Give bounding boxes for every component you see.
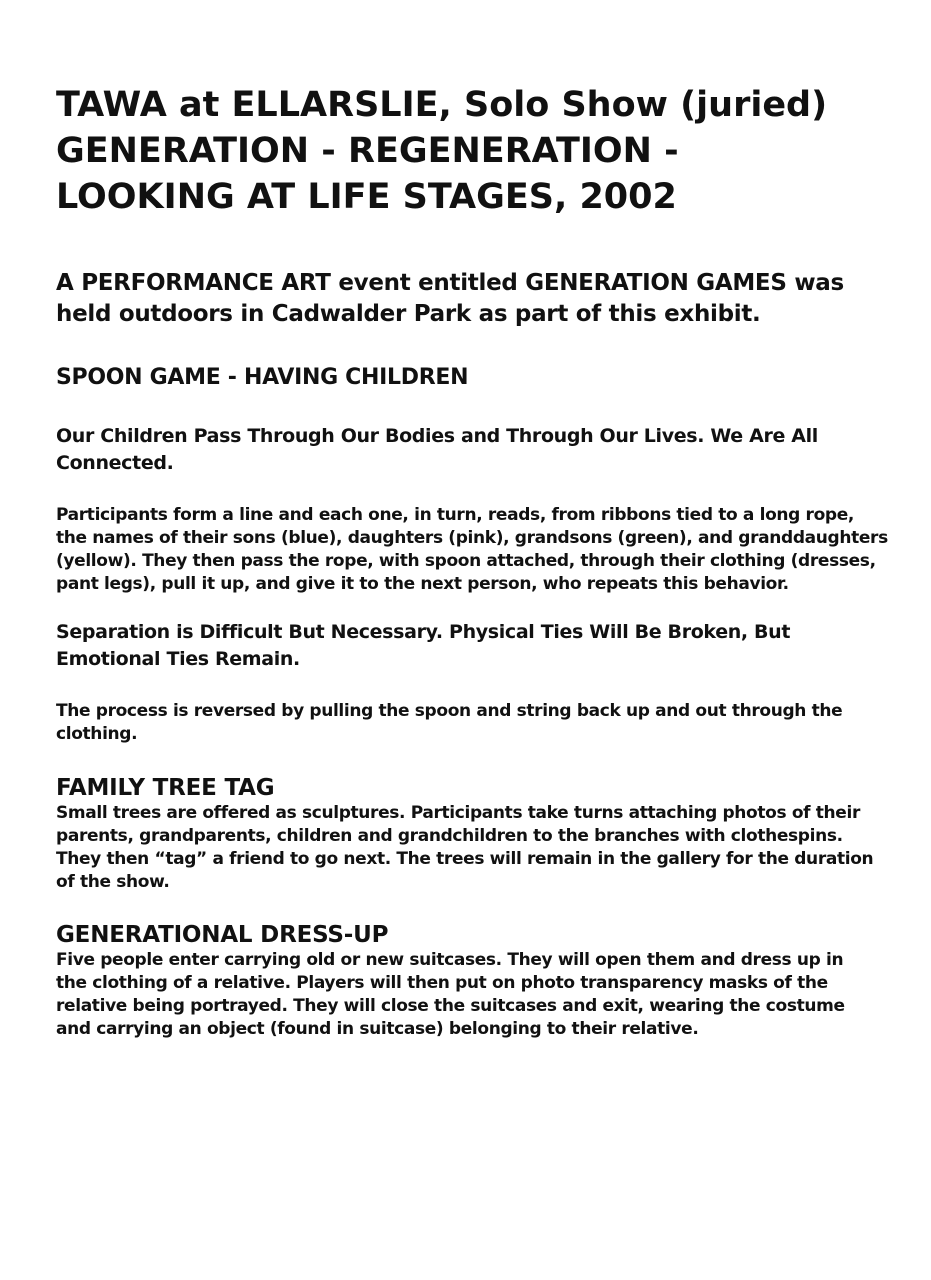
document-content — [56, 82, 901, 1041]
paragraph-2-line-2: clothing. — [56, 724, 138, 744]
subheading-1-line-2: Connected. — [56, 452, 174, 474]
title-line-1: TAWA at ELLARSLIE, Solo Show (juried) — [56, 85, 828, 125]
spoon-game-subheading-1 — [56, 423, 901, 477]
dress-up-line-4: and carrying an object (found in suitcase) belonging to their relative. — [56, 1019, 699, 1039]
paragraph-1-line-4: pant legs), pull it up, and give it to the next person, who repeats this behavior. — [56, 574, 789, 594]
family-tree-tag-paragraph — [56, 802, 901, 894]
family-tree-tag-heading: FAMILY TREE TAG — [56, 775, 275, 801]
family-tree-line-3: They then “tag” a friend to go next. The trees will remain in the gallery for the duration — [56, 849, 874, 869]
subheading-1-line-1: Our Children Pass Through Our Bodies and Through Our Lives. We Are All — [56, 425, 818, 447]
dress-up-line-3: relative being portrayed. They will close the suitcases and exit, wearing the costume — [56, 996, 845, 1016]
intro-line-1: A PERFORMANCE ART event entitled GENERATION GAMES was — [56, 270, 844, 296]
paragraph-1-line-2: the names of their sons (blue), daughters (pink), grandsons (green), and granddaughters — [56, 528, 888, 548]
spoon-game-paragraph-1 — [56, 504, 901, 596]
spoon-game-paragraph-2 — [56, 700, 901, 746]
paragraph-1-line-1: Participants form a line and each one, in turn, reads, from ribbons tied to a long rope, — [56, 505, 855, 525]
family-tree-line-1: Small trees are offered as sculptures. Participants take turns attaching photos of their — [56, 803, 860, 823]
generational-dress-up-heading: GENERATIONAL DRESS-UP — [56, 922, 389, 948]
spoon-game-heading: SPOON GAME - HAVING CHILDREN — [56, 365, 469, 390]
paragraph-2-line-1: The process is reversed by pulling the spoon and string back up and out through the — [56, 701, 843, 721]
title-line-2: GENERATION - REGENERATION - — [56, 131, 679, 171]
intro-paragraph — [56, 268, 901, 330]
dress-up-line-1: Five people enter carrying old or new suitcases. They will open them and dress up in — [56, 950, 844, 970]
dress-up-line-2: the clothing of a relative. Players will then put on photo transparency masks of the — [56, 973, 828, 993]
spoon-game-subheading-2 — [56, 619, 901, 673]
subheading-2-line-1: Separation is Difficult But Necessary. Physical Ties Will Be Broken, But — [56, 621, 791, 643]
family-tree-line-4: of the show. — [56, 872, 170, 892]
subheading-2-line-2: Emotional Ties Remain. — [56, 648, 300, 670]
family-tree-line-2: parents, grandparents, children and grandchildren to the branches with clothespins. — [56, 826, 843, 846]
intro-line-2: held outdoors in Cadwalder Park as part of this exhibit. — [56, 301, 761, 327]
paragraph-1-line-3: (yellow). They then pass the rope, with spoon attached, through their clothing (dresses, — [56, 551, 876, 571]
title-line-3: LOOKING AT LIFE STAGES, 2002 — [56, 177, 677, 217]
generational-dress-up-paragraph — [56, 949, 901, 1041]
document-title — [56, 82, 901, 220]
